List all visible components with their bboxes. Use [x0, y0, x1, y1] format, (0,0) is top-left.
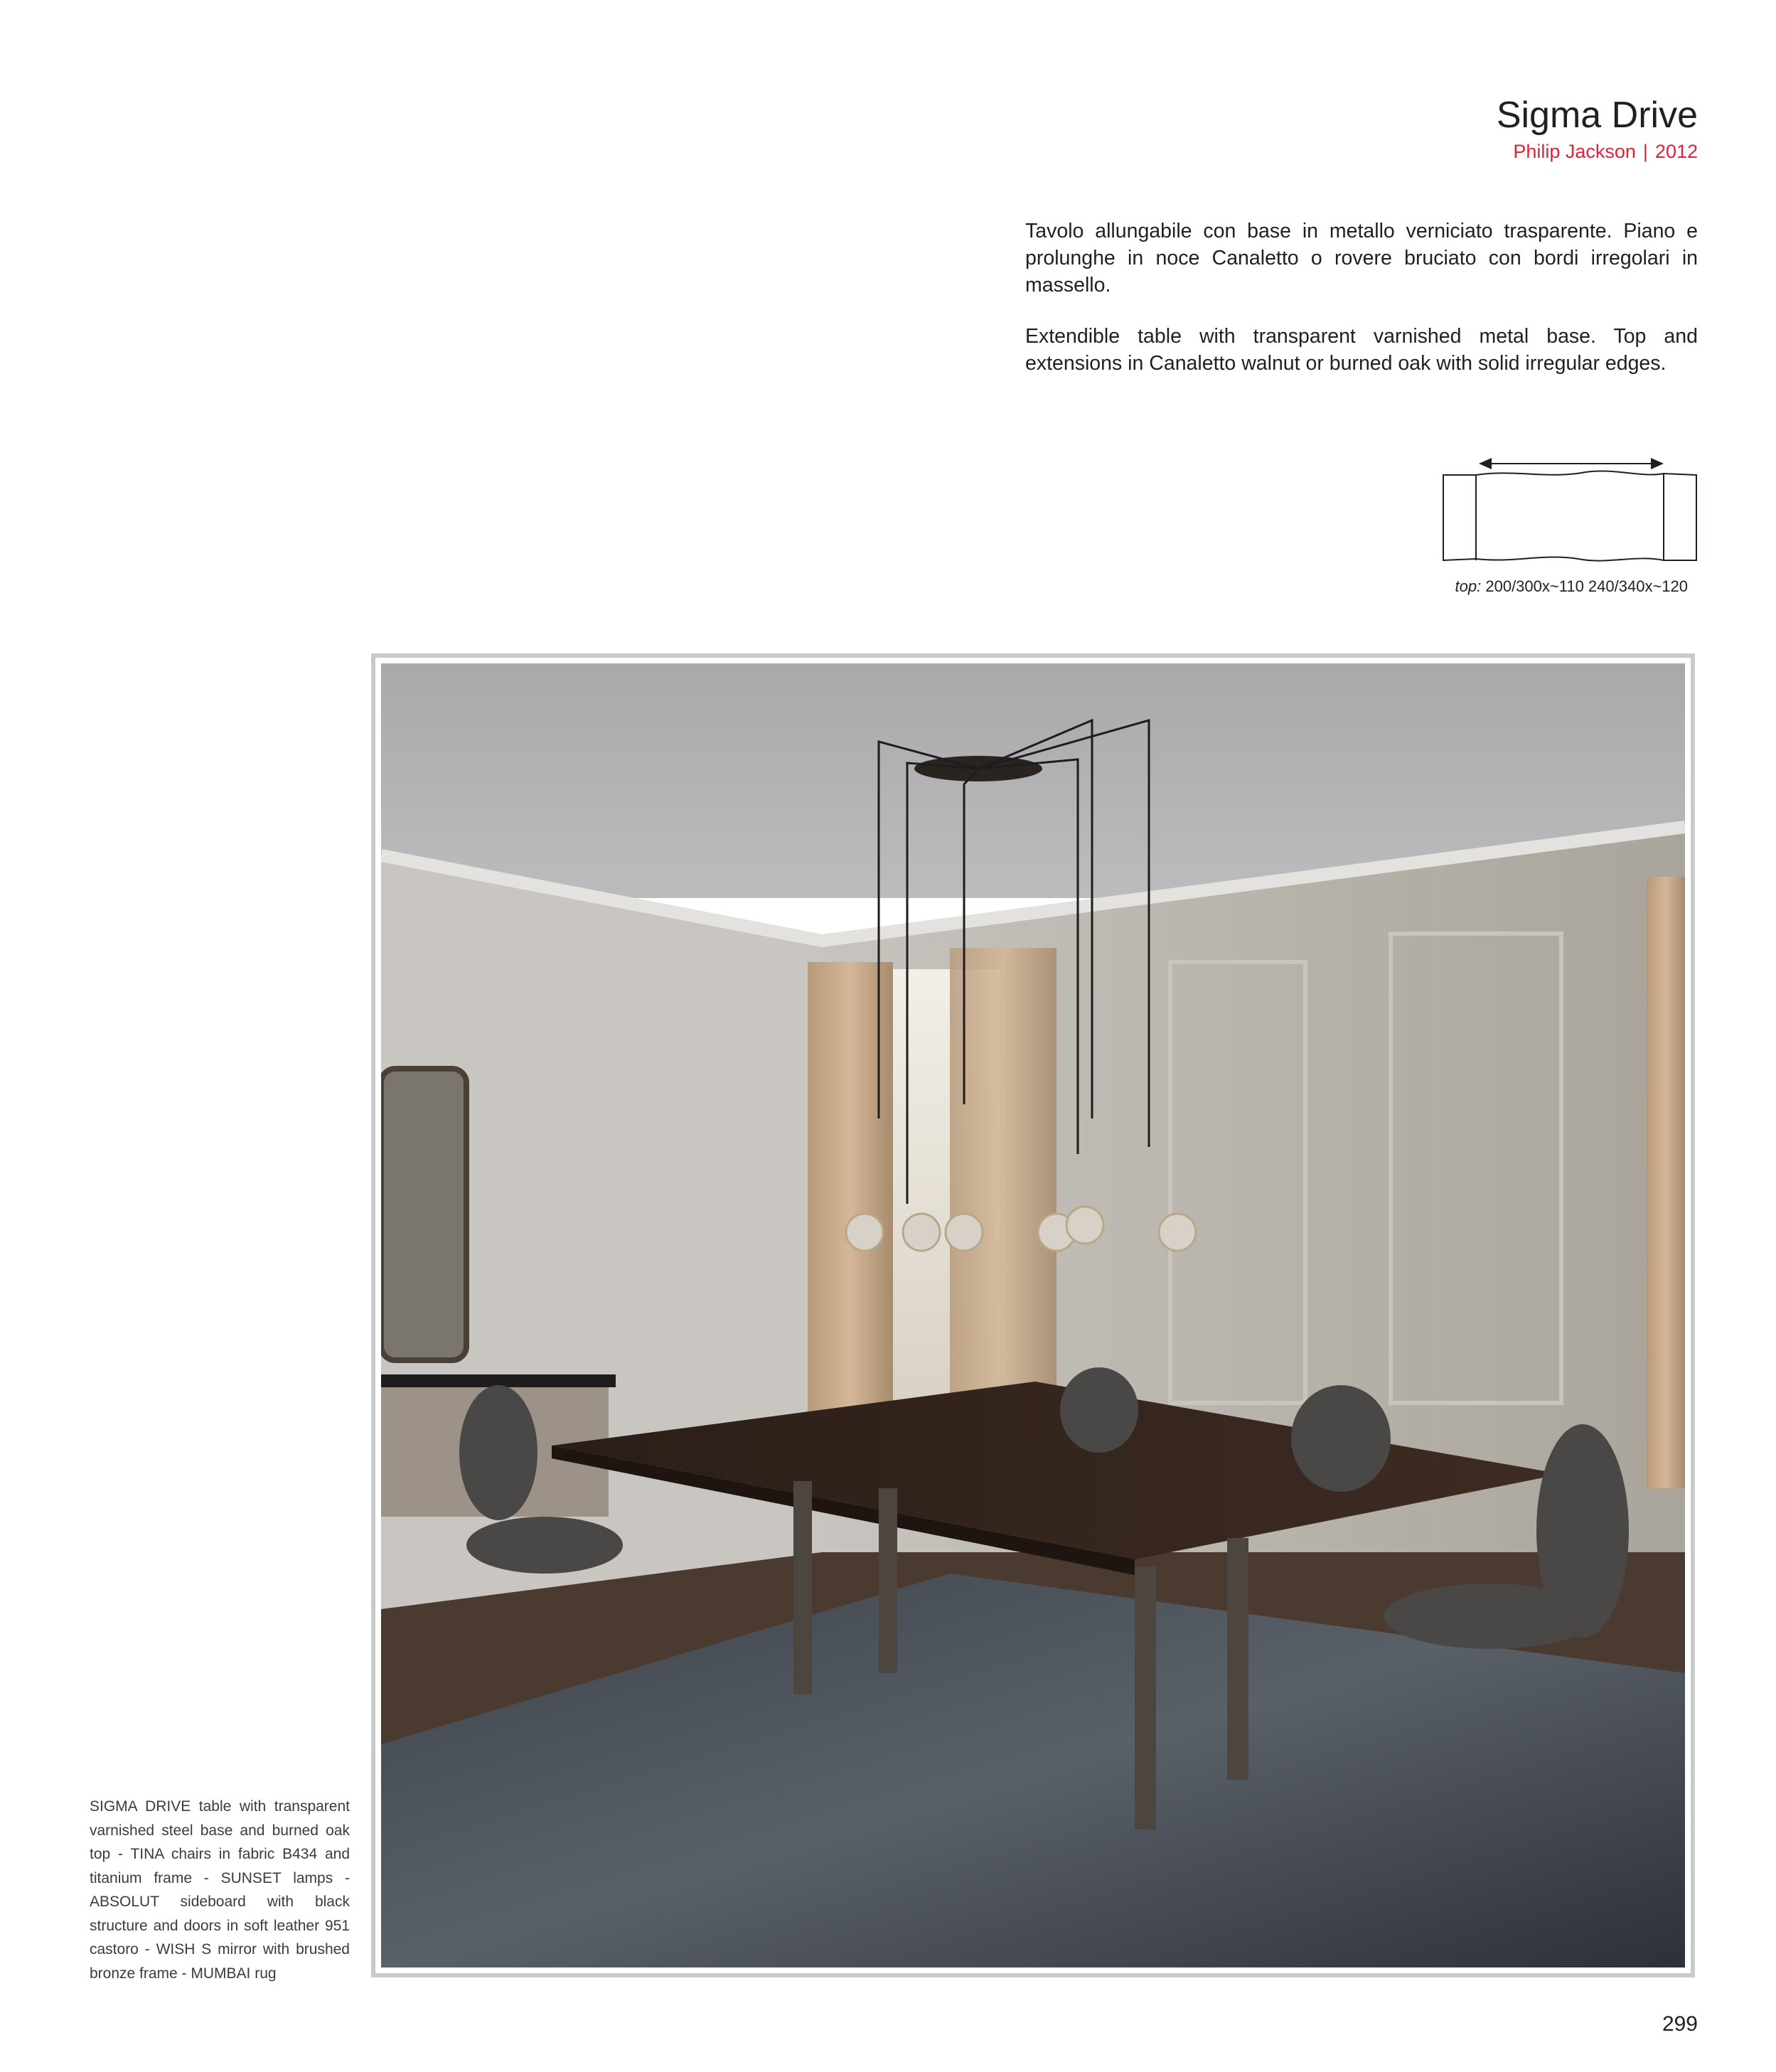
separator: | — [1642, 141, 1648, 162]
dimensions-label — [1455, 577, 1688, 596]
description-italian: Tavolo allungabile con base in metallo verniciato trasparente. Piano e prolunghe in noce Canaletto o rovere bruciato con bordi irregolari in massello. — [1025, 220, 1698, 297]
curtain-right — [1647, 877, 1685, 1488]
dining-room-photo — [381, 663, 1685, 1967]
table-top-diagram — [1436, 448, 1699, 562]
design-year: 2012 — [1654, 141, 1698, 162]
chair-back-2 — [1291, 1385, 1391, 1492]
page-number: 299 — [1662, 2012, 1698, 2036]
table-leg-right — [1135, 1566, 1156, 1830]
table-top-outline — [1443, 471, 1696, 560]
product-photo-frame — [371, 653, 1695, 1977]
description-english: Extendible table with transparent varnished metal base. Top and extensions in Canaletto walnut or burned oak with solid irregular edges. — [1025, 325, 1698, 375]
chair-back-1 — [1060, 1367, 1138, 1453]
mirror — [381, 1069, 466, 1360]
product-photo-inner — [375, 658, 1691, 1973]
table-leg-right-b — [1227, 1538, 1248, 1780]
designer-line — [1513, 141, 1698, 163]
product-title: Sigma Drive — [1496, 95, 1698, 136]
photo-caption: SIGMA DRIVE table with transparent varnished steel base and burned oak top - TINA chairs in fabric B434 and titanium frame - SUNSET lamps - ABSOLUT sideboard with black structure and doors in soft leather 951 castoro - WISH S mirror with brushed bronze frame - MUMBAI rug — [90, 1798, 350, 1982]
table-leg-left-b — [879, 1488, 897, 1673]
dimensions-values: 200/300x~110 240/340x~120 — [1485, 577, 1688, 595]
curtain-center — [950, 948, 1056, 1438]
table-leg-left — [793, 1481, 812, 1694]
dimensions-prefix: top: — [1455, 577, 1482, 595]
designer-name: Philip Jackson — [1513, 141, 1636, 162]
